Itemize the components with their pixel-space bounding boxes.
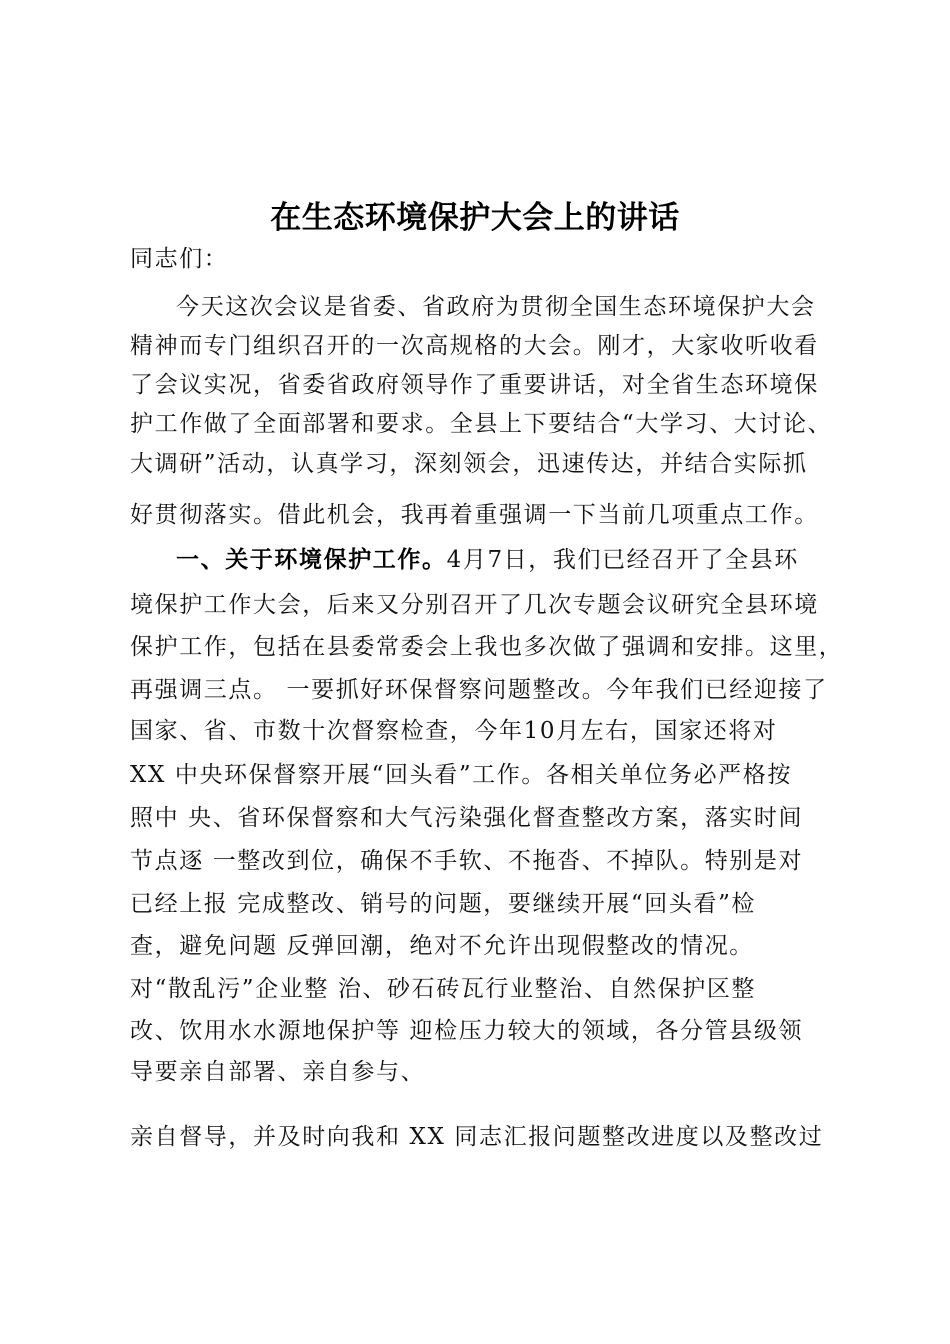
paragraph-line: 照中 央、省环保督察和大气污染强化督查整改方案，落实时间 — [130, 805, 804, 831]
paragraph-text: 4月7日，我们已经召开了全县环 — [446, 547, 799, 573]
paragraph-line: 境保护工作大会，后来又分别召开了几次专题会议研究全县环境 — [130, 592, 819, 618]
salutation: 同志们： — [130, 246, 229, 272]
document-title: 在生态环境保护大会上的讲话 — [270, 200, 680, 236]
section-heading: 一、关于环境保护工作。 — [176, 547, 447, 573]
paragraph-line: 大调研”活动，认真学习，深刻领会，迅速传达，并结合实际抓 — [130, 451, 808, 477]
paragraph-line: 节点逐 一整改到位，确保不手软、不拖沓、不掉队。特别是对 — [130, 848, 804, 874]
paragraph-line: 了会议实况，省委省政府领导作了重要讲话，对全省生态环境保 — [130, 372, 819, 398]
paragraph-line: 查，避免问题 反弹回潮，绝对不允许出现假整改的情况。 — [130, 933, 754, 959]
section-1-line — [176, 545, 799, 575]
paragraph-line: 对“散乱污”企业整 治、砂石砖瓦行业整治、自然保护区整 — [130, 976, 757, 1002]
paragraph-line: 今天这次会议是省委、省政府为贯彻全国生态环境保护大会 — [176, 294, 816, 320]
paragraph-line: 护工作做了全面部署和要求。全县上下要结合“大学习、大讨论、 — [130, 411, 833, 437]
paragraph-line: 好贯彻落实。借此机会，我再着重强调一下当前几项重点工作。 — [130, 502, 819, 528]
paragraph-line: XX 中央环保督察开展“回头看”工作。各相关单位务必严格按 — [130, 762, 792, 788]
paragraph-line: 国家、省、市数十次督察检查，今年10月左右，国家还将对 — [130, 718, 778, 744]
paragraph-line: 精神而专门组织召开的一次高规格的大会。刚才，大家收听收看 — [130, 333, 819, 359]
paragraph-line: 改、饮用水水源地保护等 迎检压力较大的领域，各分管县级领 — [130, 1018, 804, 1044]
paragraph-line: 保护工作，包括在县委常委会上我也多次做了强调和安排。这里， — [130, 634, 844, 660]
paragraph-line: 再强调三点。 一要抓好环保督察问题整改。今年我们已经迎接了 — [130, 677, 828, 703]
paragraph-line: 导要亲自部署、亲自参与、 — [130, 1059, 426, 1085]
paragraph-line: 亲自督导，并及时向我和 XX 同志汇报问题整改进度以及整改过 — [130, 1124, 824, 1150]
paragraph-line: 已经上报 完成整改、销号的问题，要继续开展“回头看”检 — [130, 891, 757, 917]
